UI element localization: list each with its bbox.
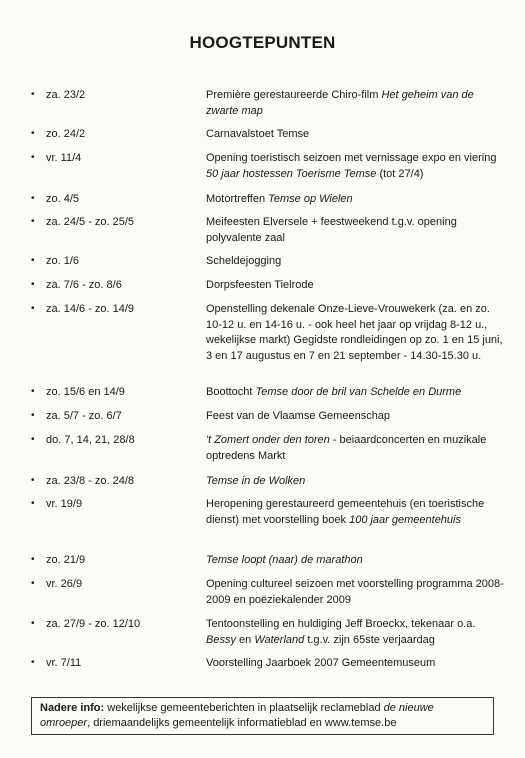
event-description bbox=[206, 553, 504, 569]
event-date: vr. 19/9 bbox=[46, 498, 83, 510]
bullet-icon: • bbox=[31, 618, 35, 629]
event-date: za. 7/6 - zo. 8/6 bbox=[46, 279, 122, 291]
event-description bbox=[206, 433, 504, 464]
event-description-part: Temse op Wielen bbox=[268, 193, 353, 205]
event-description-part: Opening toeristisch seizoen met vernissage expo en viering bbox=[206, 152, 497, 164]
event-description-part: Bessy bbox=[206, 633, 236, 646]
bullet-icon: • bbox=[31, 578, 35, 589]
event-description bbox=[206, 278, 504, 294]
info-text-2: , driemaandelijks gemeentelijk informatieblad en www.temse.be bbox=[87, 717, 397, 729]
event-date: zo. 1/6 bbox=[46, 255, 80, 267]
event-description-part: Temse door de bril van Schelde en Durme bbox=[255, 386, 462, 398]
bullet-icon: • bbox=[31, 386, 35, 397]
event-description-part: Motortreffen bbox=[206, 193, 269, 205]
event-description-part: (tot 27/4) bbox=[376, 167, 424, 180]
event-date: za. 24/5 - zo. 25/5 bbox=[46, 216, 135, 228]
event-description bbox=[206, 254, 504, 270]
event-description bbox=[206, 192, 504, 208]
event-description bbox=[206, 88, 504, 119]
bullet-icon: • bbox=[31, 193, 35, 204]
event-description bbox=[206, 497, 504, 528]
bullet-icon: • bbox=[31, 498, 35, 509]
event-description bbox=[206, 215, 504, 246]
event-date: vr. 7/11 bbox=[46, 657, 82, 669]
event-description bbox=[206, 151, 504, 182]
event-description-part: Dorpsfeesten Tielrode bbox=[206, 279, 314, 291]
event-description bbox=[206, 127, 504, 143]
event-description-part: Feest van de Vlaamse Gemeenschap bbox=[206, 410, 391, 422]
event-description-part: Carnavalstoet Temse bbox=[206, 128, 310, 140]
event-date: zo. 15/6 en 14/9 bbox=[46, 386, 125, 398]
event-date: za. 14/6 - zo. 14/9 bbox=[46, 303, 135, 315]
event-date: za. 23/8 - zo. 24/8 bbox=[46, 475, 135, 487]
event-description bbox=[206, 409, 504, 425]
event-description-part: Openstelling dekenale Onze-Lieve-Vrouwekerk (za. en zo. 10-12 u. en 14-16 u. - ook heel het jaar op vrijdag 8-12 u., wekelijkse markt) Gegidste rondleidingen op zo. 1 en 15 juni, 3 en 17 augustus en 7 en 21 september - 14.30-15.30 u. bbox=[206, 303, 503, 362]
bullet-icon: • bbox=[31, 128, 35, 139]
bullet-icon: • bbox=[31, 89, 35, 100]
event-description-part: Heropening gerestaureerd gemeentehuis (en toeristische dienst) met voorstelling boek bbox=[206, 498, 485, 526]
info-label: Nadere info: bbox=[40, 702, 105, 714]
bullet-icon: • bbox=[31, 410, 35, 421]
event-description bbox=[206, 474, 504, 490]
bullet-icon: • bbox=[31, 657, 35, 668]
bullet-icon: • bbox=[31, 216, 35, 227]
event-description bbox=[206, 617, 504, 648]
event-description-part: - beiaardconcerten en muzikale optredens Markt bbox=[206, 434, 487, 462]
event-date: zo. 4/5 bbox=[46, 193, 80, 205]
event-description-part: Meifeesten Elversele + feestweekend t.g.v. opening polyvalente zaal bbox=[206, 216, 457, 244]
event-description-part: Tentoonstelling en huldiging Jeff Broeckx, tekenaar o.a. bbox=[206, 618, 476, 630]
bullet-icon: • bbox=[31, 255, 35, 266]
event-date: vr. 26/9 bbox=[46, 578, 83, 590]
event-description-part: Temse loopt (naar) de marathon bbox=[206, 554, 363, 566]
event-description-part: 50 jaar hostessen Toerisme Temse bbox=[206, 167, 377, 180]
bullet-icon: • bbox=[31, 554, 35, 565]
event-description-part: 100 jaar gemeentehuis bbox=[349, 513, 461, 526]
event-description bbox=[206, 577, 504, 608]
bullet-icon: • bbox=[31, 152, 35, 163]
event-description bbox=[206, 302, 504, 364]
event-date: zo. 24/2 bbox=[46, 128, 86, 140]
event-date: zo. 21/9 bbox=[46, 554, 86, 566]
event-date: za. 27/9 - zo. 12/10 bbox=[46, 618, 141, 630]
page-title: HOOGTEPUNTEN bbox=[189, 33, 336, 52]
event-description-part: Scheldejogging bbox=[206, 255, 282, 267]
bullet-icon: • bbox=[31, 279, 35, 290]
event-description-part: 't Zomert onder den toren bbox=[206, 434, 330, 446]
info-box bbox=[31, 697, 494, 735]
event-description-part: Première gerestaureerde Chiro-film bbox=[206, 89, 382, 101]
event-date: do. 7, 14, 21, 28/8 bbox=[46, 434, 135, 446]
event-description-part: Voorstelling Jaarboek 2007 Gemeentemuseum bbox=[206, 657, 436, 669]
event-date: vr. 11/4 bbox=[46, 152, 82, 164]
info-text-1: wekelijkse gemeenteberichten in plaatselijk reclameblad bbox=[104, 702, 384, 714]
event-date: za. 23/2 bbox=[46, 89, 86, 101]
bullet-icon: • bbox=[31, 475, 35, 486]
event-description-part: t.g.v. zijn 65ste verjaardag bbox=[304, 633, 435, 646]
event-description-part: Opening cultureel seizoen met voorstelling programma 2008-2009 en poëziekalender 2009 bbox=[206, 578, 504, 606]
event-description bbox=[206, 656, 504, 672]
event-description bbox=[206, 385, 504, 401]
event-date: za. 5/7 - zo. 6/7 bbox=[46, 410, 122, 422]
event-description-part: Waterland bbox=[254, 633, 305, 646]
event-description-part: Temse in de Wolken bbox=[206, 475, 306, 487]
bullet-icon: • bbox=[31, 303, 35, 314]
event-description-part: Boottocht bbox=[206, 386, 256, 398]
event-description-part: en bbox=[235, 633, 255, 646]
event-description-part: Het geheim van de zwarte map bbox=[206, 89, 474, 117]
info-text-italic: de nieuwe omroeper bbox=[40, 702, 434, 729]
bullet-icon: • bbox=[31, 434, 35, 445]
